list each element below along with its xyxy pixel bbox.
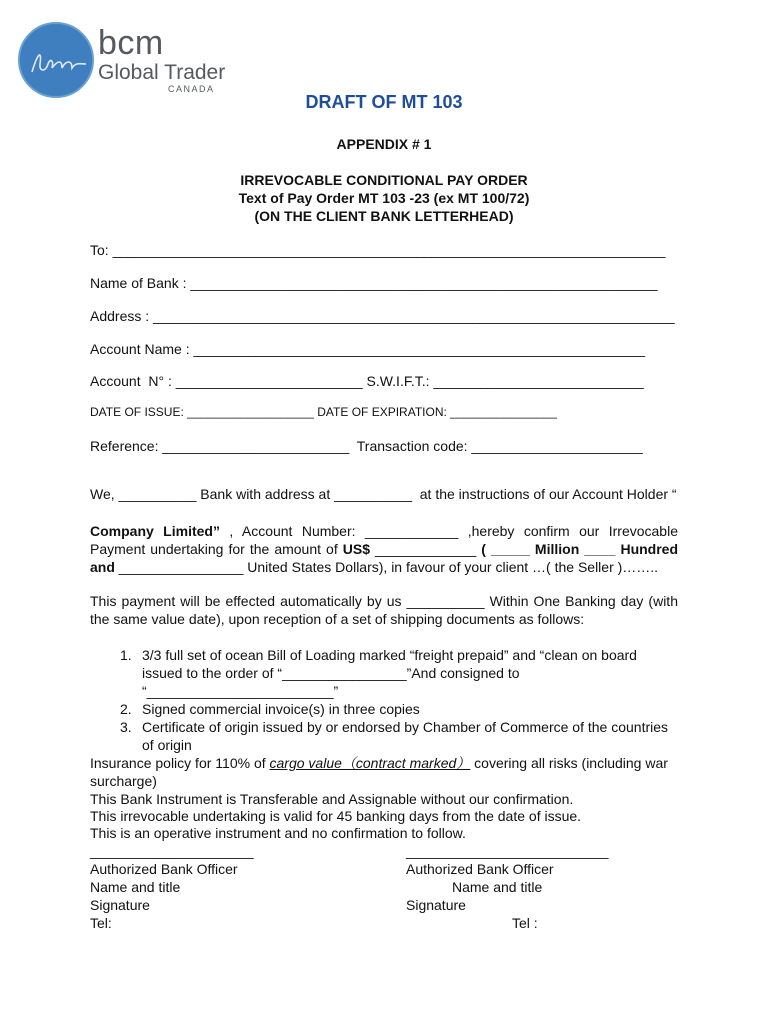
- field-address: Address : ___________________________________________________________________: [90, 308, 675, 324]
- tel-label: Tel:: [90, 915, 112, 931]
- undertaking-text-1: , Account Number: ____________ ,hereby confirm our Irrevocable Payment undertaking for the amount of: [90, 523, 678, 557]
- officer-label: Authorized Bank Officer: [90, 861, 238, 877]
- field-bank-name: Name of Bank : ____________________________________________________________: [90, 275, 658, 291]
- appendix-label: APPENDIX # 1: [336, 136, 432, 152]
- list-number: 2.: [120, 701, 132, 717]
- name-title-label: Name and title: [90, 879, 181, 895]
- signature-label: Signature: [90, 897, 150, 913]
- list-number: 3.: [120, 719, 132, 735]
- signature-rule: __________________________: [406, 843, 609, 859]
- list-number: 1.: [120, 647, 132, 663]
- document-title: DRAFT OF MT 103: [305, 92, 463, 112]
- signature-block-right: [406, 842, 608, 932]
- list-item: [120, 718, 680, 754]
- heading-line-3: (ON THE CLIENT BANK LETTERHEAD): [254, 208, 514, 224]
- list-text: 3/3 full set of ocean Bill of Loading marked “freight prepaid” and “clean on board issued to the order of “________________”And consigned to “________________________”: [142, 647, 637, 699]
- logo-circle-icon: [18, 22, 94, 98]
- statement-operative: This is an operative instrument and no confirmation to follow.: [90, 825, 466, 841]
- field-account-number-swift: Account N° : ________________________ S.W.I.F.T.: ___________________________: [90, 373, 644, 389]
- currency-label: US$: [342, 541, 370, 557]
- documents-list: [120, 646, 680, 754]
- insurance-text-1: Insurance policy for 110% of: [90, 755, 270, 771]
- heading-line-1: IRREVOCABLE CONDITIONAL PAY ORDER: [240, 172, 528, 188]
- statement-validity: This irrevocable undertaking is valid for 45 banking days from the date of issue.: [90, 808, 582, 824]
- field-account-name: Account Name : __________________________________________________________: [90, 341, 646, 357]
- insurance-paragraph: [90, 754, 678, 790]
- payment-paragraph: This payment will be effected automatically by us __________ Within One Banking day (with the same value date), upon reception of a set of shipping documents as follows:: [90, 593, 678, 627]
- logo-script-icon: [28, 46, 88, 78]
- field-dates: DATE OF ISSUE: ___________________ DATE OF EXPIRATION: ________________: [90, 405, 557, 419]
- name-title-label: Name and title: [452, 879, 543, 895]
- cargo-value-term: cargo value（contract marked）: [269, 755, 471, 771]
- field-to: To: _______________________________________________________________________: [90, 242, 666, 258]
- we-line: We, __________ Bank with address at __________ at the instructions of our Account Holder “: [90, 486, 677, 502]
- amount-words: ( _____ Million ____ Hundred and: [90, 541, 679, 575]
- heading-line-2: Text of Pay Order MT 103 -23 (ex MT 100/72): [238, 190, 530, 206]
- company-logo: [18, 22, 228, 102]
- insurance-text-2: covering all risks (including war surcharge): [90, 755, 668, 789]
- statement-transferable: This Bank Instrument is Transferable and Assignable without our confirmation.: [90, 791, 574, 807]
- signature-label: Signature: [406, 897, 466, 913]
- undertaking-paragraph: [90, 522, 678, 576]
- field-reference: Reference: ________________________ Transaction code: ______________________: [90, 438, 643, 454]
- tel-label: Tel :: [512, 915, 538, 931]
- list-item: [120, 700, 680, 718]
- logo-country: CANADA: [168, 84, 215, 94]
- undertaking-text-2: _____________: [370, 541, 482, 557]
- company-name: Company Limited”: [90, 523, 220, 539]
- list-item: [120, 646, 680, 700]
- signature-block-left: [90, 842, 254, 932]
- logo-wordmark: bcm: [98, 24, 164, 62]
- list-text: Signed commercial invoice(s) in three copies: [142, 701, 420, 717]
- logo-subtitle: Global Trader: [98, 61, 226, 84]
- list-text: Certificate of origin issued by or endorsed by Chamber of Commerce of the countries of origin: [142, 719, 669, 753]
- signature-rule: _____________________: [90, 843, 254, 859]
- officer-label: Authorized Bank Officer: [406, 861, 554, 877]
- undertaking-text-3: ________________ United States Dollars), in favour of your client …( the Seller )……..: [114, 559, 659, 575]
